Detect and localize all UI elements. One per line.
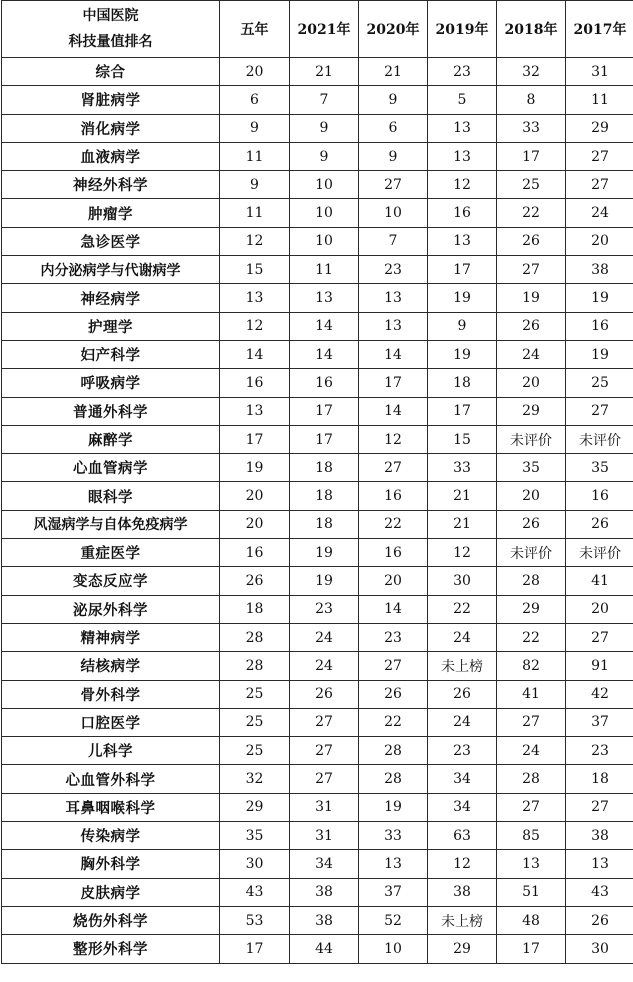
rank-cell: 17	[497, 935, 566, 963]
table-row	[2, 539, 633, 567]
specialty-name-cell: 传染病学	[2, 822, 220, 850]
rank-cell: 29	[566, 114, 633, 142]
rank-cell: 35	[220, 822, 290, 850]
specialty-name-cell: 护理学	[2, 312, 220, 340]
rank-cell: 27	[497, 793, 566, 821]
rank-cell: 11	[220, 142, 290, 170]
specialty-name-cell: 普通外科学	[2, 397, 220, 425]
rank-cell: 18	[290, 482, 359, 510]
rank-cell: 18	[220, 595, 290, 623]
table-row	[2, 878, 633, 906]
corner-header	[2, 1, 220, 58]
ranking-table	[1, 0, 633, 964]
specialty-name-cell: 神经外科学	[2, 171, 220, 199]
table-row	[2, 284, 633, 312]
specialty-name-cell: 变态反应学	[2, 567, 220, 595]
rank-cell: 8	[497, 86, 566, 114]
specialty-name-cell: 内分泌病学与代谢病学	[2, 256, 220, 284]
table-row	[2, 737, 633, 765]
rank-cell: 17	[220, 425, 290, 453]
rank-cell: 13	[428, 227, 497, 255]
table-row	[2, 708, 633, 736]
table-row	[2, 312, 633, 340]
rank-cell: 12	[428, 539, 497, 567]
rank-cell: 17	[497, 142, 566, 170]
rank-cell: 32	[220, 765, 290, 793]
rank-cell: 23	[359, 623, 428, 651]
rank-cell: 16	[220, 539, 290, 567]
rank-cell: 24	[497, 340, 566, 368]
rank-cell: 20	[359, 567, 428, 595]
rank-cell: 未评价	[497, 425, 566, 453]
rank-cell: 28	[497, 765, 566, 793]
table-row	[2, 227, 633, 255]
rank-cell: 29	[497, 595, 566, 623]
specialty-name-cell: 心血管病学	[2, 454, 220, 482]
rank-cell: 48	[497, 906, 566, 934]
rank-cell: 34	[428, 765, 497, 793]
rank-cell: 23	[428, 58, 497, 86]
rank-cell: 31	[566, 58, 633, 86]
rank-cell: 9	[220, 114, 290, 142]
rank-cell: 15	[428, 425, 497, 453]
rank-cell: 14	[359, 340, 428, 368]
rank-cell: 31	[290, 793, 359, 821]
rank-cell: 19	[220, 454, 290, 482]
rank-cell: 19	[359, 793, 428, 821]
table-row	[2, 906, 633, 934]
rank-cell: 25	[220, 680, 290, 708]
specialty-name-cell: 泌尿外科学	[2, 595, 220, 623]
rank-cell: 31	[290, 822, 359, 850]
rank-cell: 27	[566, 793, 633, 821]
rank-cell: 17	[290, 425, 359, 453]
rank-cell: 27	[566, 623, 633, 651]
table-row	[2, 199, 633, 227]
rank-cell: 20	[497, 369, 566, 397]
specialty-name-cell: 结核病学	[2, 652, 220, 680]
rank-cell: 26	[428, 680, 497, 708]
table-row	[2, 765, 633, 793]
rank-cell: 25	[220, 708, 290, 736]
rank-cell: 19	[566, 340, 633, 368]
rank-cell: 10	[359, 199, 428, 227]
rank-cell: 12	[359, 425, 428, 453]
rank-cell: 12	[428, 850, 497, 878]
rank-cell: 13	[428, 142, 497, 170]
rank-cell: 19	[566, 284, 633, 312]
rank-cell: 41	[566, 567, 633, 595]
rank-cell: 未评价	[566, 425, 633, 453]
rank-cell: 17	[220, 935, 290, 963]
rank-cell: 18	[290, 510, 359, 538]
rank-cell: 17	[359, 369, 428, 397]
column-header-2020: 2020年	[359, 1, 428, 58]
rank-cell: 5	[428, 86, 497, 114]
rank-cell: 13	[359, 312, 428, 340]
rank-cell: 25	[566, 369, 633, 397]
table-row	[2, 425, 633, 453]
rank-cell: 未上榜	[428, 906, 497, 934]
rank-cell: 14	[290, 340, 359, 368]
specialty-name-cell: 消化病学	[2, 114, 220, 142]
rank-cell: 13	[220, 397, 290, 425]
rank-cell: 28	[220, 623, 290, 651]
rank-cell: 26	[359, 680, 428, 708]
specialty-name-cell: 心血管外科学	[2, 765, 220, 793]
rank-cell: 25	[220, 737, 290, 765]
table-row	[2, 623, 633, 651]
rank-cell: 38	[290, 878, 359, 906]
rank-cell: 42	[566, 680, 633, 708]
rank-cell: 9	[290, 114, 359, 142]
rank-cell: 27	[290, 708, 359, 736]
specialty-name-cell: 麻醉学	[2, 425, 220, 453]
rank-cell: 26	[497, 510, 566, 538]
rank-cell: 16	[566, 312, 633, 340]
specialty-name-cell: 整形外科学	[2, 935, 220, 963]
rank-cell: 26	[497, 312, 566, 340]
rank-cell: 33	[497, 114, 566, 142]
rank-cell: 27	[290, 737, 359, 765]
specialty-name-cell: 重症医学	[2, 539, 220, 567]
rank-cell: 53	[220, 906, 290, 934]
column-header-2018: 2018年	[497, 1, 566, 58]
table-header-row	[2, 1, 633, 58]
rank-cell: 16	[290, 369, 359, 397]
rank-cell: 10	[359, 935, 428, 963]
rank-cell: 22	[497, 199, 566, 227]
rank-cell: 29	[220, 793, 290, 821]
rank-cell: 9	[359, 142, 428, 170]
specialty-name-cell: 精神病学	[2, 623, 220, 651]
rank-cell: 18	[290, 454, 359, 482]
rank-cell: 6	[359, 114, 428, 142]
table-row	[2, 850, 633, 878]
rank-cell: 27	[566, 171, 633, 199]
table-row	[2, 680, 633, 708]
rank-cell: 21	[290, 58, 359, 86]
rank-cell: 12	[220, 312, 290, 340]
rank-cell: 17	[428, 397, 497, 425]
rank-cell: 16	[359, 539, 428, 567]
rank-cell: 24	[428, 708, 497, 736]
rank-cell: 52	[359, 906, 428, 934]
rank-cell: 20	[220, 58, 290, 86]
rank-cell: 33	[359, 822, 428, 850]
rank-cell: 21	[428, 482, 497, 510]
rank-cell: 17	[428, 256, 497, 284]
rank-cell: 23	[290, 595, 359, 623]
rank-cell: 43	[220, 878, 290, 906]
specialty-name-cell: 风湿病学与自体免疫病学	[2, 510, 220, 538]
rank-cell: 28	[220, 652, 290, 680]
rank-cell: 20	[220, 482, 290, 510]
rank-cell: 38	[566, 256, 633, 284]
rank-cell: 24	[497, 737, 566, 765]
rank-cell: 16	[428, 199, 497, 227]
rank-cell: 41	[497, 680, 566, 708]
rank-cell: 未评价	[497, 539, 566, 567]
column-header-2019: 2019年	[428, 1, 497, 58]
rank-cell: 9	[220, 171, 290, 199]
specialty-name-cell: 血液病学	[2, 142, 220, 170]
table-row	[2, 652, 633, 680]
rank-cell: 7	[290, 86, 359, 114]
table-row	[2, 142, 633, 170]
rank-cell: 11	[290, 256, 359, 284]
rank-cell: 24	[428, 623, 497, 651]
specialty-name-cell: 肿瘤学	[2, 199, 220, 227]
rank-cell: 11	[220, 199, 290, 227]
specialty-name-cell: 综合	[2, 58, 220, 86]
table-row	[2, 340, 633, 368]
rank-cell: 22	[359, 510, 428, 538]
rank-cell: 37	[566, 708, 633, 736]
rank-cell: 6	[220, 86, 290, 114]
rank-cell: 9	[359, 86, 428, 114]
rank-cell: 13	[359, 850, 428, 878]
rank-cell: 82	[497, 652, 566, 680]
table-row	[2, 58, 633, 86]
rank-cell: 43	[566, 878, 633, 906]
rank-cell: 30	[428, 567, 497, 595]
rank-cell: 17	[290, 397, 359, 425]
rank-cell: 34	[290, 850, 359, 878]
rank-cell: 27	[290, 765, 359, 793]
rank-cell: 16	[566, 482, 633, 510]
specialty-name-cell: 骨外科学	[2, 680, 220, 708]
rank-cell: 35	[497, 454, 566, 482]
rank-cell: 51	[497, 878, 566, 906]
rank-cell: 16	[359, 482, 428, 510]
table-row	[2, 397, 633, 425]
rank-cell: 13	[220, 284, 290, 312]
rank-cell: 25	[497, 171, 566, 199]
rank-cell: 26	[566, 906, 633, 934]
rank-cell: 24	[290, 652, 359, 680]
specialty-name-cell: 肾脏病学	[2, 86, 220, 114]
table-row	[2, 369, 633, 397]
rank-cell: 27	[359, 171, 428, 199]
rank-cell: 24	[566, 199, 633, 227]
rank-cell: 28	[497, 567, 566, 595]
specialty-name-cell: 耳鼻咽喉科学	[2, 793, 220, 821]
specialty-name-cell: 口腔医学	[2, 708, 220, 736]
specialty-name-cell: 神经病学	[2, 284, 220, 312]
rank-cell: 23	[428, 737, 497, 765]
specialty-name-cell: 胸外科学	[2, 850, 220, 878]
rank-cell: 11	[566, 86, 633, 114]
table-row	[2, 171, 633, 199]
rank-cell: 15	[220, 256, 290, 284]
corner-line-2: 科技量值排名	[68, 34, 153, 50]
rank-cell: 35	[566, 454, 633, 482]
rank-cell: 14	[220, 340, 290, 368]
rank-cell: 14	[359, 595, 428, 623]
rank-cell: 29	[497, 397, 566, 425]
rank-cell: 30	[220, 850, 290, 878]
table-row	[2, 595, 633, 623]
rank-cell: 26	[290, 680, 359, 708]
specialty-name-cell: 皮肤病学	[2, 878, 220, 906]
rank-cell: 27	[566, 397, 633, 425]
table-row	[2, 567, 633, 595]
rank-cell: 10	[290, 171, 359, 199]
rank-cell: 27	[359, 454, 428, 482]
rank-cell: 24	[290, 623, 359, 651]
rank-cell: 20	[566, 227, 633, 255]
rank-cell: 32	[497, 58, 566, 86]
corner-line-1: 中国医院	[82, 8, 139, 24]
rank-cell: 14	[359, 397, 428, 425]
rank-cell: 27	[566, 142, 633, 170]
rank-cell: 20	[220, 510, 290, 538]
rank-cell: 12	[428, 171, 497, 199]
rank-cell: 12	[220, 227, 290, 255]
rank-cell: 14	[290, 312, 359, 340]
rank-cell: 9	[428, 312, 497, 340]
rank-cell: 未上榜	[428, 652, 497, 680]
rank-cell: 未评价	[566, 539, 633, 567]
rank-cell: 37	[359, 878, 428, 906]
rank-cell: 13	[566, 850, 633, 878]
rank-cell: 19	[428, 340, 497, 368]
table-row	[2, 114, 633, 142]
rank-cell: 27	[497, 256, 566, 284]
rank-cell: 29	[428, 935, 497, 963]
rank-cell: 19	[428, 284, 497, 312]
specialty-name-cell: 烧伤外科学	[2, 906, 220, 934]
table-row	[2, 482, 633, 510]
rank-cell: 21	[428, 510, 497, 538]
rank-cell: 10	[290, 199, 359, 227]
rank-cell: 38	[566, 822, 633, 850]
rank-cell: 91	[566, 652, 633, 680]
table-row	[2, 86, 633, 114]
rank-cell: 21	[359, 58, 428, 86]
rank-cell: 34	[428, 793, 497, 821]
specialty-name-cell: 儿科学	[2, 737, 220, 765]
specialty-name-cell: 急诊医学	[2, 227, 220, 255]
rank-cell: 13	[428, 114, 497, 142]
rank-cell: 27	[359, 652, 428, 680]
rank-cell: 20	[497, 482, 566, 510]
rank-cell: 19	[290, 567, 359, 595]
rank-cell: 19	[497, 284, 566, 312]
table-row	[2, 510, 633, 538]
rank-cell: 18	[428, 369, 497, 397]
rank-cell: 28	[359, 765, 428, 793]
table-row	[2, 454, 633, 482]
rank-cell: 85	[497, 822, 566, 850]
rank-cell: 26	[497, 227, 566, 255]
rank-cell: 38	[428, 878, 497, 906]
rank-cell: 16	[220, 369, 290, 397]
specialty-name-cell: 妇产科学	[2, 340, 220, 368]
rank-cell: 30	[566, 935, 633, 963]
rank-cell: 26	[566, 510, 633, 538]
rank-cell: 63	[428, 822, 497, 850]
column-header-2017: 2017年	[566, 1, 633, 58]
table-row	[2, 793, 633, 821]
rank-cell: 9	[290, 142, 359, 170]
specialty-name-cell: 呼吸病学	[2, 369, 220, 397]
rank-cell: 10	[290, 227, 359, 255]
rank-cell: 13	[290, 284, 359, 312]
rank-cell: 26	[220, 567, 290, 595]
rank-cell: 13	[359, 284, 428, 312]
rank-cell: 22	[497, 623, 566, 651]
column-header-2021: 2021年	[290, 1, 359, 58]
rank-cell: 7	[359, 227, 428, 255]
rank-cell: 38	[290, 906, 359, 934]
rank-cell: 18	[566, 765, 633, 793]
column-header-five-year: 五年	[220, 1, 290, 58]
specialty-name-cell: 眼科学	[2, 482, 220, 510]
rank-cell: 19	[290, 539, 359, 567]
rank-cell: 23	[359, 256, 428, 284]
rank-cell: 23	[566, 737, 633, 765]
table-row	[2, 256, 633, 284]
rank-cell: 13	[497, 850, 566, 878]
table-body	[2, 58, 633, 964]
table-row	[2, 822, 633, 850]
rank-cell: 22	[359, 708, 428, 736]
rank-cell: 20	[566, 595, 633, 623]
rank-cell: 44	[290, 935, 359, 963]
rank-cell: 33	[428, 454, 497, 482]
rank-cell: 22	[428, 595, 497, 623]
rank-cell: 28	[359, 737, 428, 765]
rank-cell: 27	[497, 708, 566, 736]
table-row	[2, 935, 633, 963]
